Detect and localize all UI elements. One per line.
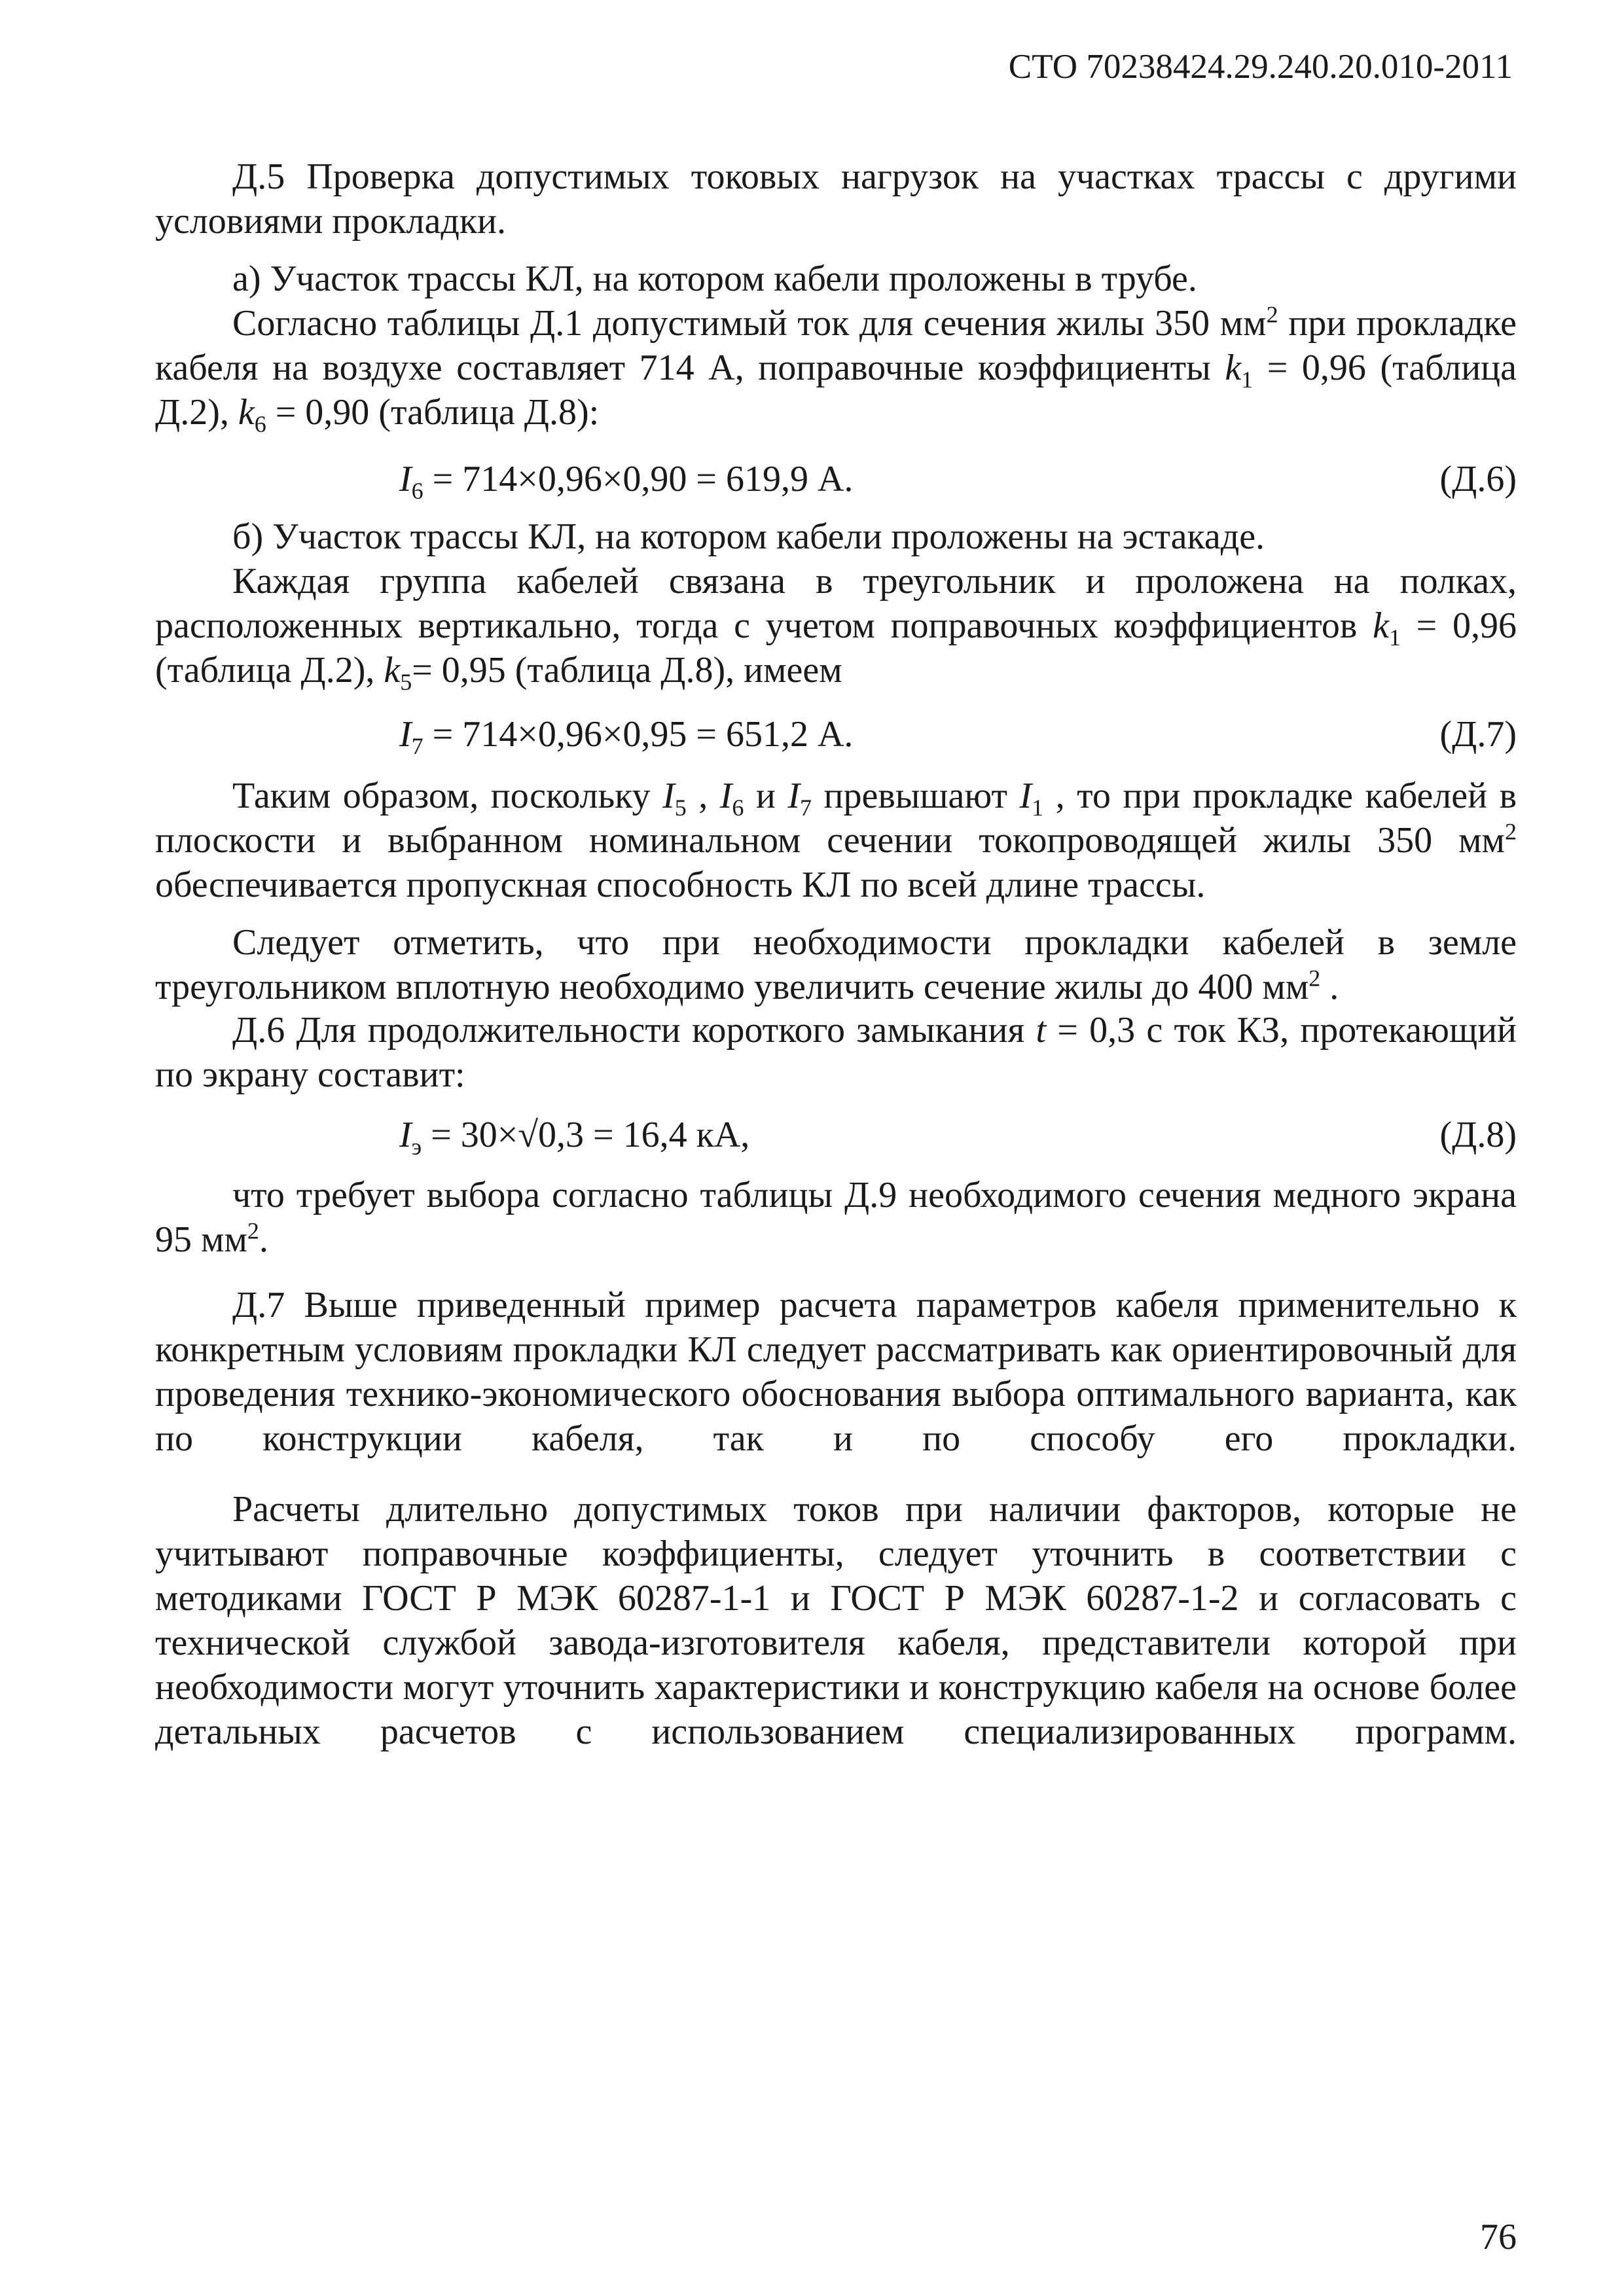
section-d5-title: Д.5 Проверка допустимых токовых нагрузок на участках трассы с другими условиями прокладки. [155, 156, 1517, 242]
section-d6-text: Д.6 Для продолжительности короткого замыкания t = 0,3 с ток КЗ, протекающий по экрану составит: [155, 1010, 1517, 1095]
equation-number: (Д.7) [1439, 714, 1517, 755]
conclusion-text: Таким образом, поскольку $I_5$ , $I_6$ и $I_7$ превышают $I_1$ , то при прокладке кабелей в плоскости и выбранном номинальном сечении токопроводящей жилы 350 $мм^2$ обеспечивается пропускная способность КЛ по всей длине трассы. [155, 776, 1517, 905]
item-b [155, 514, 1517, 696]
section-d6-result-text: что требует выбора согласно таблицы Д.9 необходимого сечения медного экрана 95 $мм^2$. [155, 1175, 1517, 1260]
item-b-text: Каждая группа кабелей связана в треугольник и проложена на полках, расположенных вертикально, тогда с учетом поправочных коэффициентов $k_1 = 0,96$ (таблица Д.2), $k_5= 0,95$ (таблица Д.8), имеем [155, 561, 1517, 696]
section-d7 [155, 1283, 1517, 1754]
item-a-text: Согласно таблицы Д.1 допустимый ток для сечения жилы 350 $мм^2$ при прокладке кабеля на воздухе составляет 714 А, поправочные коэффициенты $k_1 = 0,96$ (таблица Д.2), $k_6 = 0,90$ (таблица Д.8): [155, 301, 1517, 438]
equation-d6: $I_6 = 714\times 0,96\times 0,90 = 619,9$ А. (Д.6) [399, 457, 1517, 501]
section-d6 [155, 1008, 1517, 1097]
section-d7-text: Д.7 Выше приведенный пример расчета параметров кабеля применительно к конкретным условиям прокладки КЛ следует рассматривать как ориентировочный для проведения технико-экономического обоснования выбора оптимального варианта, как по конструкции кабеля, так и по способу его прокладки. [155, 1285, 1517, 1459]
page-number: 76 [1480, 2217, 1517, 2257]
equation-d8: $I_э = 30\times√0,3 = 16,4$ кА, (Д.8) [399, 1113, 1517, 1157]
document-code: СТО 70238424.29.240.20.010-2011 [1008, 48, 1513, 86]
item-a-title: а) Участок трассы КЛ, на котором кабели проложены в трубе. [232, 259, 1197, 299]
equation-number: (Д.8) [1439, 1115, 1517, 1155]
conclusion [155, 774, 1517, 1009]
note-text: Следует отметить, что при необходимости прокладки кабелей в земле треугольником вплотную необходимо увеличить сечение жилы до 400 $мм^2$ . [155, 922, 1517, 1007]
equation-number: (Д.6) [1439, 459, 1517, 499]
equation-d7: $I_7 = 714\times 0,96\times 0,95 = 651,2$ А. (Д.7) [399, 712, 1517, 757]
item-b-title: б) Участок трассы КЛ, на котором кабели проложены на эстакаде. [232, 516, 1265, 557]
section-d7-text-2: Расчеты длительно допустимых токов при наличии факторов, которые не учитывают поправочные коэффициенты, следует уточнить в соответствии с методиками ГОСТ Р МЭК 60287-1-1 и ГОСТ Р МЭК 60287-1-2 и согласовать с технической службой завода-изготовителя кабеля, представители которой при необходимости могут уточнить характеристики и конструкцию кабеля на основе более детальных расчетов с использованием специализированных программ. [155, 1489, 1517, 1752]
section-d6-result [155, 1173, 1517, 1262]
section-d5 [155, 154, 1517, 438]
